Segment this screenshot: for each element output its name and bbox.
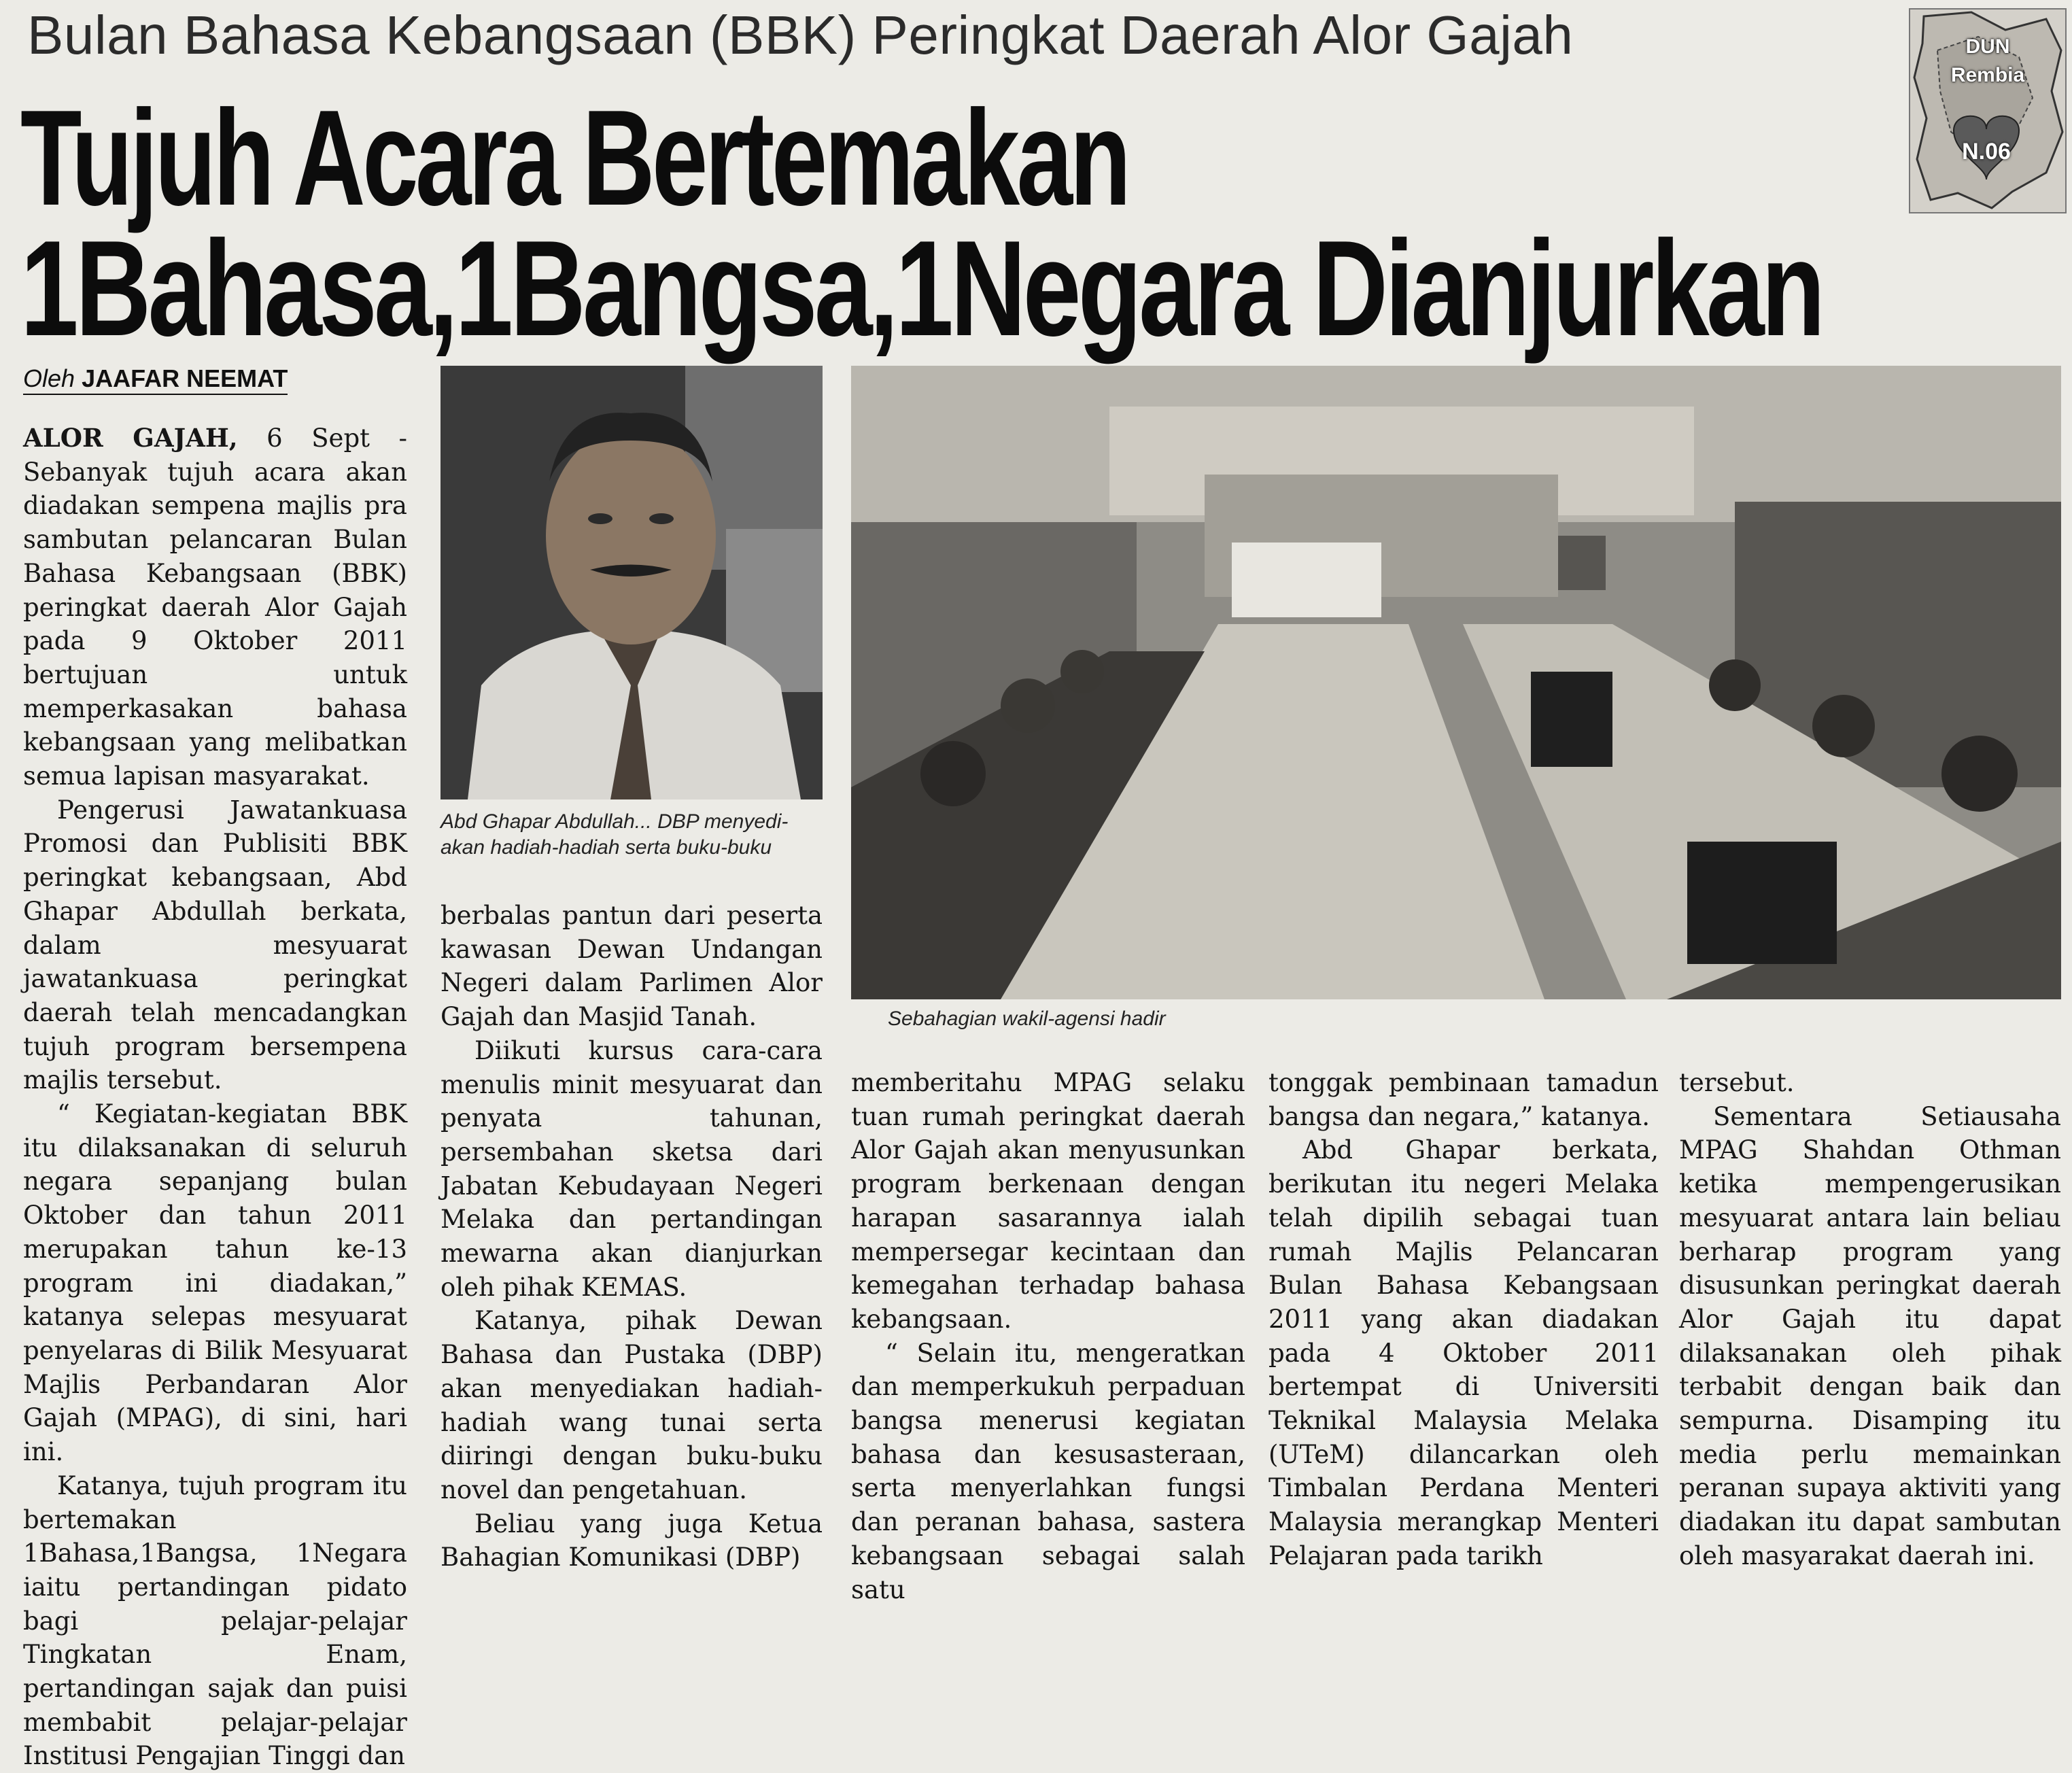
portrait-photo: [441, 366, 823, 799]
meeting-image: [851, 366, 2061, 999]
badge-constituency-number: N.06: [1962, 139, 2011, 165]
portrait-image: [441, 366, 823, 799]
byline-prefix: Oleh: [23, 364, 75, 392]
col1-paragraph-4: Katanya, tujuh program itu bertemakan 1Bahasa,1Bangsa, 1Negara iaitu pertandingan pidato bagi pelajar-pelajar Tingkatan Enam, pertandingan sajak dan puisi membabit pelajar-pelajar Institusi Pengajian Tinggi dan: [23, 1470, 407, 1771]
col2-paragraph-3: Katanya, pihak Dewan Bahasa dan Pustaka (DBP) akan menyediakan hadiah-hadiah wang tunai serta diiringi dengan buku-buku novel dan pengetahuan.: [441, 1306, 823, 1504]
article-column-5: [1679, 1066, 2061, 1573]
col1-paragraph-1: 6 Sept - Sebanyak tujuh acara akan diadakan sempena majlis pra sambutan pelancaran Bulan Bahasa Kebangsaan (BBK) peringkat daerah Alor Gajah pada 9 Oktober 2011 bertujuan untuk memperkasakan bahasa kebangsaan yang melibatkan semua lapisan masyarakat.: [23, 424, 407, 791]
col5-paragraph-2: Sementara Setiausaha MPAG Shahdan Othman ketika mempengerusikan mesyuarat antara lain beliau berharap program yang disusunkan peringkat daerah Alor Gajah itu dapat dilaksanakan oleh pihak terbabit dengan baik dan sempurna. Disamping itu media perlu memainkan peranan supaya aktiviti yang diadakan itu dapat sambutan oleh masyarakat daerah ini.: [1679, 1101, 2061, 1570]
col4-paragraph-1: tonggak pembinaan tamadun bangsa dan negara,” katanya.: [1268, 1068, 1659, 1131]
col1-paragraph-2: Pengerusi Jawatankuasa Promosi dan Publisiti BBK peringkat kebangsaan, Abd Ghapar Abdullah berkata, dalam mesyuarat jawatankuasa peringkat daerah telah mencadangkan tujuh program bersempena majlis tersebut.: [23, 795, 407, 1095]
col2-paragraph-4: Beliau yang juga Ketua Bahagian Komunikasi (DBP): [441, 1509, 823, 1572]
badge-label: DUN: [1965, 35, 2010, 58]
byline-author: JAAFAR NEEMAT: [82, 364, 288, 392]
col5-paragraph-1: tersebut.: [1679, 1068, 1795, 1097]
article-column-2: [441, 899, 823, 1574]
col2-paragraph-2: Diikuti kursus cara-cara menulis minit mesyuarat dan penyata tahunan, persembahan sketsa dari Jabatan Kebudayaan Negeri Melaka dan pertandingan mewarna akan dianjurkan oleh pihak KEMAS.: [441, 1035, 823, 1302]
meeting-caption: Sebahagian wakil-agensi hadir: [888, 1008, 1166, 1030]
byline: [23, 364, 288, 395]
col2-paragraph-1: berbalas pantun dari peserta kawasan Dewan Undangan Negeri dalam Parlimen Alor Gajah dan Masjid Tanah.: [441, 901, 823, 1032]
constituency-badge: [1909, 8, 2067, 213]
article-kicker: Bulan Bahasa Kebangsaan (BBK) Peringkat Daerah Alor Gajah: [27, 5, 1574, 65]
portrait-caption: Abd Ghapar Abdullah... DBP menyedi-akan hadiah-hadiah serta buku-buku: [441, 810, 789, 859]
col3-paragraph-2: “ Selain itu, mengeratkan dan memperkukuh perpaduan bangsa menerusi kegiatan bahasa dan kesusasteraan, serta menyerlahkan fungsi dan peranan bahasa, sastera kebangsaan sebagai salah satu: [851, 1338, 1245, 1604]
col4-paragraph-2: Abd Ghapar berkata, berikutan itu negeri Melaka telah dipilih sebagai tuan rumah Majlis Pelancaran Bulan Bahasa Kebangsaan 2011 yang akan diadakan pada 4 Oktober 2011 bertempat di Universiti Teknikal Malaysia Melaka (UTeM) dilancarkan oleh Timbalan Perdana Menteri Malaysia merangkap Menteri Pelajaran pada tarikh: [1268, 1135, 1659, 1570]
article-column-1: [23, 421, 407, 1773]
meeting-photo: [851, 366, 2061, 999]
dateline: ALOR GAJAH,: [23, 423, 238, 453]
article-column-4: [1268, 1066, 1659, 1573]
col3-paragraph-1: memberitahu MPAG selaku tuan rumah peringkat daerah Alor Gajah akan menyusunkan program berkenaan dengan harapan sasarannya ialah mempersegar kecintaan dan kemegahan terhadap bahasa kebangsaan.: [851, 1068, 1245, 1334]
col1-paragraph-3: “ Kegiatan-kegiatan BBK itu dilaksanakan di seluruh negara sepanjang bulan Oktober dan tahun 2011 merupakan tahun ke-13 program ini diadakan,” katanya selepas mesyuarat penyelaras di Bilik Mesyuarat Majlis Perbandaran Alor Gajah (MPAG), di sini, hari ini.: [23, 1099, 407, 1467]
article-column-3: [851, 1066, 1245, 1606]
headline-line-1: Tujuh Acara Bertemakan: [20, 82, 1128, 234]
headline-line-2: 1Bahasa,1Bangsa,1Negara Dianjurkan: [20, 213, 1823, 364]
badge-constituency-name: Rembia: [1950, 64, 2025, 86]
